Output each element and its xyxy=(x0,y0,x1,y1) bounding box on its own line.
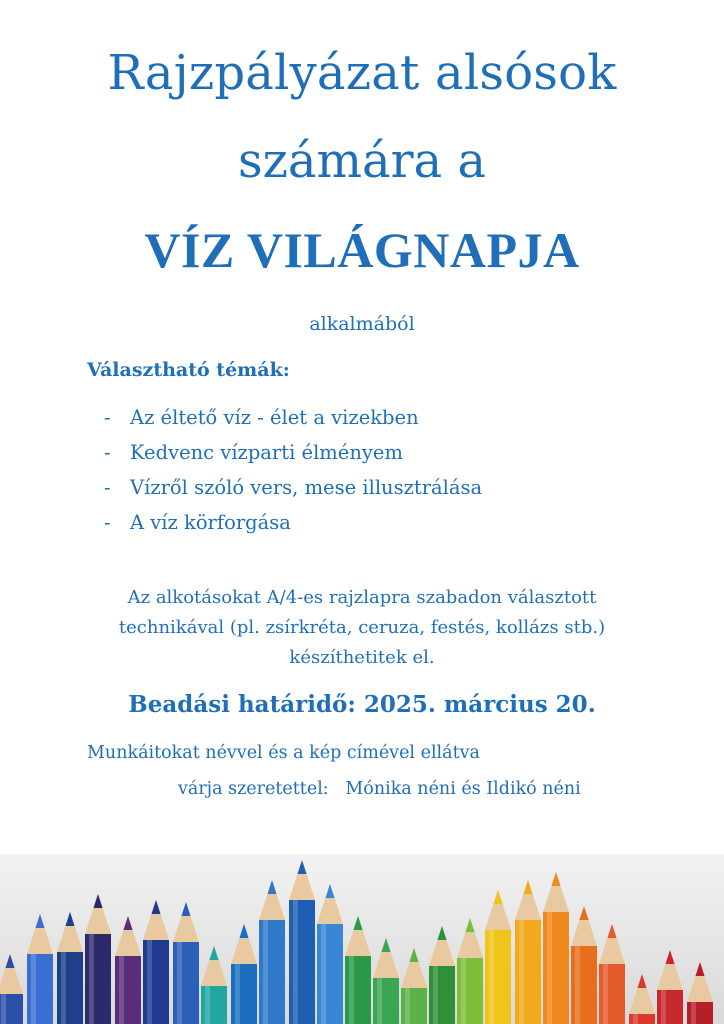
topic-text: Vízről szóló vers, mese illusztrálása xyxy=(130,476,483,499)
instructions-line-2: technikával (pl. zsírkréta, ceruza, festés, kollázs stb.) xyxy=(118,617,606,638)
title-line-2: számára a xyxy=(237,133,487,189)
deadline: Beadási határidő: 2025. március 20. xyxy=(128,691,596,718)
note-line-1: Munkáitokat névvel és a kép címével ellátva xyxy=(87,743,480,763)
colored-pencils-image xyxy=(0,854,724,1024)
instructions-line-3: készíthetitek el. xyxy=(289,647,435,668)
topics-heading: Választható témák: xyxy=(87,359,290,381)
topic-item xyxy=(104,470,482,505)
dash-bullet: - xyxy=(104,511,111,534)
topic-item xyxy=(104,400,482,435)
topic-item xyxy=(104,435,482,470)
topic-text: Az éltető víz - élet a vizekben xyxy=(130,406,419,429)
topic-item xyxy=(104,505,482,540)
dash-bullet: - xyxy=(104,441,111,464)
instructions xyxy=(60,583,664,673)
topic-text: Kedvenc vízparti élményem xyxy=(130,441,403,464)
subtitle: alkalmából xyxy=(309,313,415,335)
dash-bullet: - xyxy=(104,476,111,499)
title-line-1: Rajzpályázat alsósok xyxy=(107,45,617,101)
note-line-2: várja szeretettel: Mónika néni és Ildikó néni xyxy=(178,779,581,799)
title-line-3: VÍZ VILÁGNAPJA xyxy=(144,222,580,278)
dash-bullet: - xyxy=(104,406,111,429)
instructions-line-1: Az alkotásokat A/4-es rajzlapra szabadon választott xyxy=(127,587,597,608)
topics-list xyxy=(104,400,482,540)
topic-text: A víz körforgása xyxy=(130,511,291,534)
